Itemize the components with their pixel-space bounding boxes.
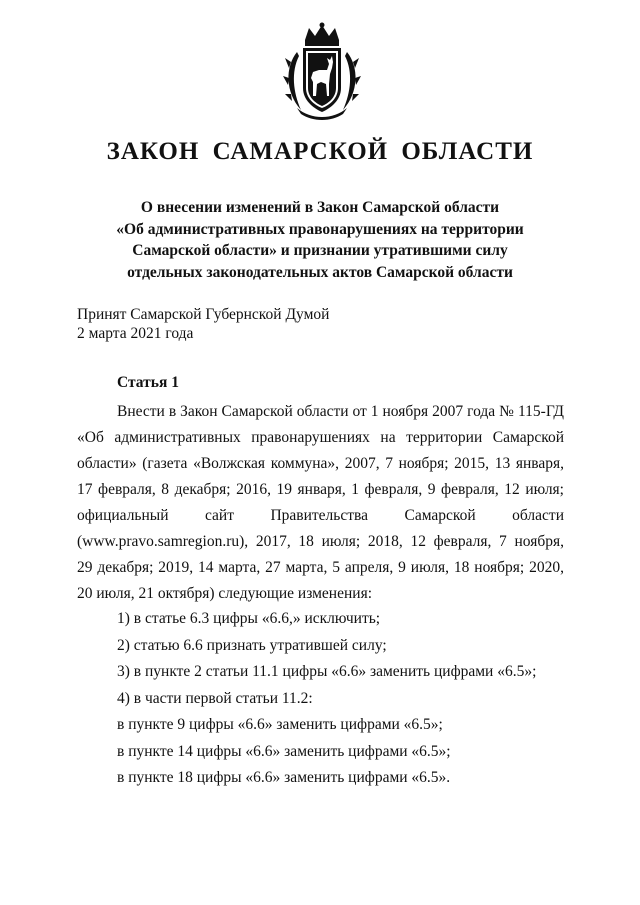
list-item: 1) в статье 6.3 цифры «6.6,» исключить; [117,610,381,627]
adopted-date: 2 марта 2021 года [77,325,194,342]
paragraph-line: официальный сайт Правительства Самарской области [77,507,564,524]
law-title: ЗАКОН САМАРСКОЙ ОБЛАСТИ [106,138,534,165]
paragraph-line: 20 июля, 21 октября) следующие изменения: [77,585,373,602]
paragraph-line: 17 февраля, 8 декабря; 2016, 19 января, 1 февраля, 9 февраля, 12 июля; [77,481,564,498]
article-heading: Статья 1 [117,374,179,391]
list-item: в пункте 18 цифры «6.6» заменить цифрами «6.5». [117,769,451,786]
amendment-list [117,606,536,792]
list-item: в пункте 9 цифры «6.6» заменить цифрами «6.5»; [117,716,443,733]
paragraph-line: Внести в Закон Самарской области от 1 ноября 2007 года № 115-ГД [117,403,564,420]
adoption-info [77,305,329,343]
law-subtitle [80,197,560,283]
subtitle-line: Самарской области» и признании утратившими силу [132,242,508,259]
paragraph-line: 29 декабря; 2019, 14 марта, 27 марта, 5 апреля, 9 июля, 18 ноября; 2020, [77,559,564,576]
paragraph-line: области» (газета «Волжская коммуна», 2007, 7 ноября; 2015, 13 января, [77,455,564,472]
subtitle-line: О внесении изменений в Закон Самарской области [140,199,500,216]
list-item: 2) статью 6.6 признать утратившей силу; [117,636,387,654]
list-item: 3) в пункте 2 статьи 11.1 цифры «6.6» заменить цифрами «6.5»; [117,663,537,680]
subtitle-line: «Об административных правонарушениях на территории [116,220,524,238]
list-item: в пункте 14 цифры «6.6» заменить цифрами «6.5»; [117,742,451,760]
samara-oblast-coat-of-arms-icon [283,22,361,122]
subtitle-line: отдельных законодательных актов Самарской области [127,263,513,281]
adopted-by: Принят Самарской Губернской Думой [77,306,330,323]
paragraph-line: «Об административных правонарушениях на территории Самарской [77,429,564,446]
paragraph-line: (www.pravo.samregion.ru), 2017, 18 июля; 2018, 12 февраля, 7 ноября, [77,533,564,550]
list-item: 4) в части первой статьи 11.2: [117,689,313,707]
article-intro-paragraph [77,399,564,607]
